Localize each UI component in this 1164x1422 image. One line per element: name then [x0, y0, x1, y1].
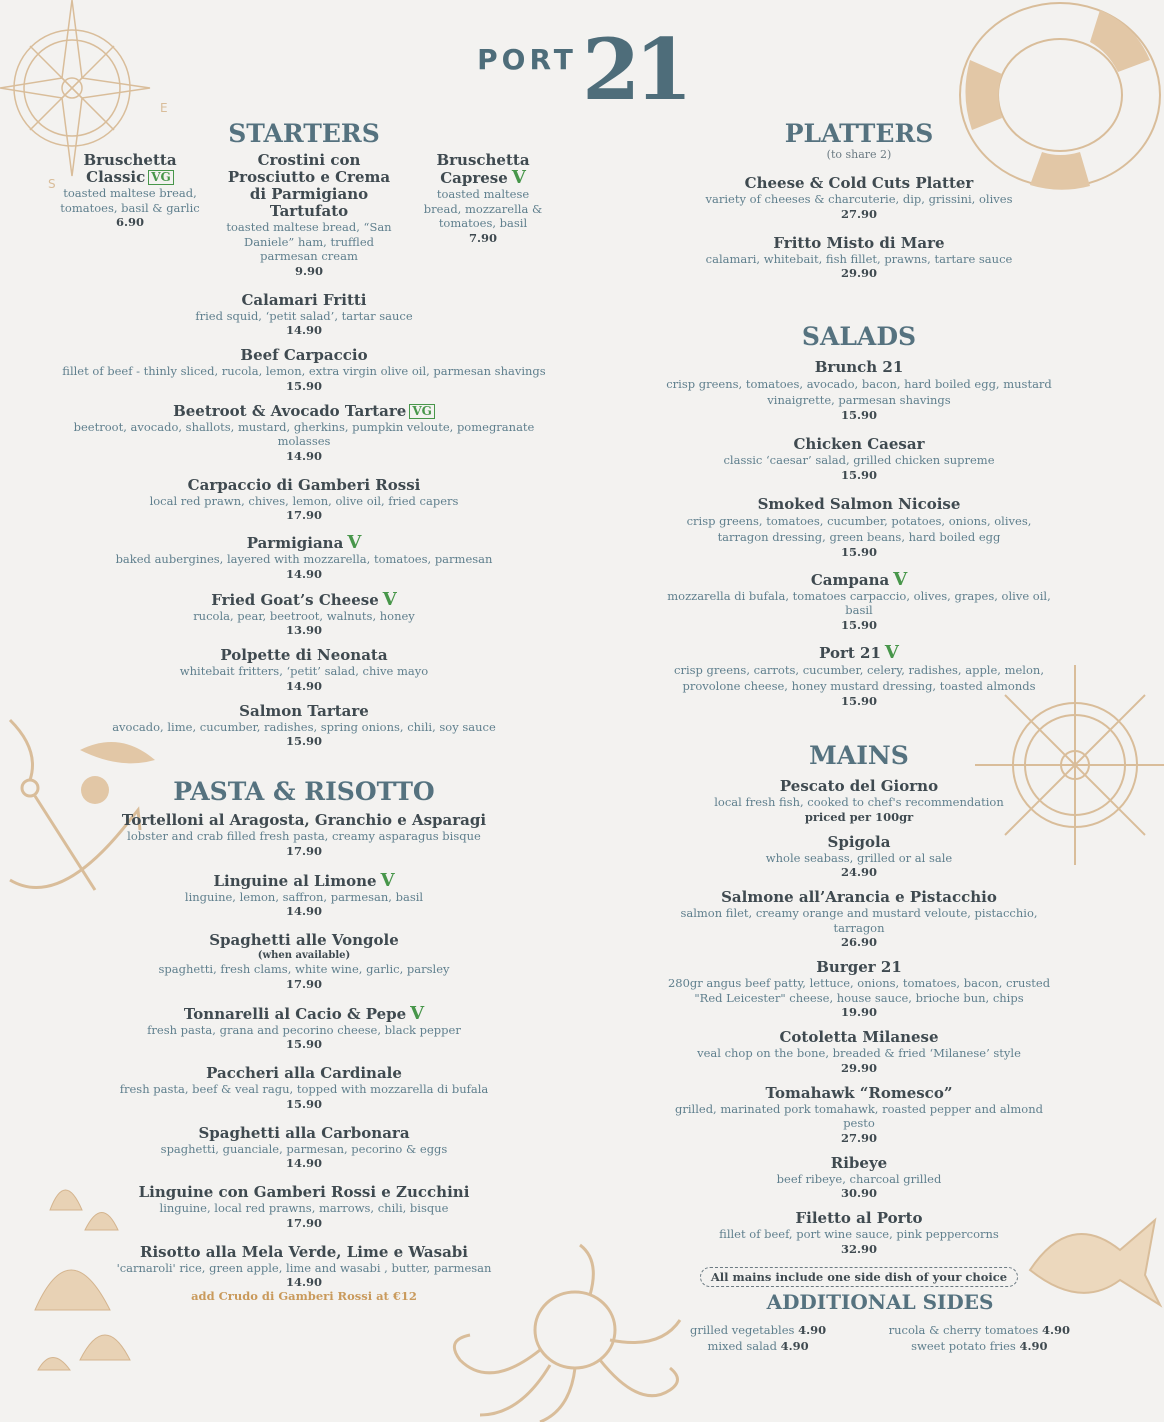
item-price: 14.90 [285, 448, 322, 463]
side-item [690, 1338, 826, 1354]
item-name: Spaghetti alle Vongole [209, 931, 399, 949]
brand-logo [0, 20, 1164, 119]
item-name: Campana [810, 570, 890, 589]
item-price: 14.90 [285, 323, 322, 337]
salads-section [664, 323, 1054, 718]
side-price: 4.90 [1041, 1323, 1070, 1337]
item-price: priced per 100gr [804, 809, 914, 824]
sides-list [690, 1322, 1070, 1354]
item-desc: grilled, marinated pork tomahawk, roasted pepper and almond pesto [675, 1101, 1043, 1130]
item-desc: beetroot, avocado, shallots, mustard, gherkins, pumpkin veloute, pomegranate molasses [73, 419, 535, 448]
menu-item [60, 703, 548, 749]
item-price: 6.90 [115, 215, 144, 229]
starter-trio-item [418, 152, 548, 278]
item-name: Salmon Tartare [239, 701, 369, 720]
item-price: 26.90 [840, 935, 877, 949]
item-desc: fillet of beef, port wine sauce, pink peppercorns [719, 1227, 999, 1241]
item-desc: calamari, whitebait, fish fillet, prawns, tartare sauce [705, 251, 1013, 266]
item-desc: crisp greens, carrots, cucumber, celery, radishes, apple, melon, provolone cheese, honey mustard dressing, toasted almonds [674, 662, 1044, 693]
item-price: 29.90 [840, 1060, 877, 1075]
item-name: Port 21 [819, 643, 881, 662]
item-price: 13.90 [285, 623, 322, 637]
availability-note: (when available) [257, 950, 351, 961]
menu-item [664, 436, 1054, 482]
item-name: Tomahawk “Romesco” [765, 1083, 953, 1102]
item-price: 15.90 [285, 1096, 322, 1111]
item-price: 29.90 [840, 266, 877, 280]
brand-number: 21 [581, 20, 687, 119]
item-desc: fresh pasta, grana and pecorino cheese, black pepper [147, 1022, 461, 1037]
item-desc: fillet of beef - thinly sliced, rucola, lemon, extra virgin olive oil, parmesan shavings [62, 364, 546, 378]
vegetarian-badge: V [511, 167, 526, 188]
item-name: Burger 21 [816, 958, 902, 976]
item-price: 15.90 [840, 693, 877, 708]
item-price: 15.90 [840, 544, 877, 559]
item-price: 15.90 [840, 408, 877, 422]
item-name: Tortelloni al Aragosta, Granchio e Asparagi [121, 811, 487, 829]
item-desc: local fresh fish, cooked to chef's recommendation [714, 795, 1004, 809]
item-desc: toasted maltese bread, “San Daniele” ham, truffled parmesan cream [226, 220, 392, 263]
item-desc: linguine, lemon, saffron, parmesan, basil [184, 889, 424, 904]
side-item [690, 1322, 826, 1338]
item-name: Risotto alla Mela Verde, Lime e Wasabi [140, 1242, 468, 1261]
starters-title: STARTERS [228, 119, 380, 148]
item-desc: fried squid, ‘petit salad’, tartar sauce [195, 308, 413, 323]
pasta-title: PASTA & RISOTTO [173, 777, 435, 806]
menu-item [60, 588, 548, 638]
item-name: Ribeye [830, 1153, 888, 1172]
side-name: grilled vegetables [690, 1323, 795, 1337]
side-name: mixed salad [707, 1339, 777, 1353]
item-desc: crisp greens, tomatoes, cucumber, potatoes, onions, olives, tarragon dressing, green beans, hard boiled egg [686, 513, 1032, 544]
item-name: Crostini con Prosciutto e Crema di Parmigiano Tartufato [227, 151, 391, 220]
side-item [889, 1322, 1070, 1338]
item-desc: spaghetti, fresh clams, white wine, garlic, parsley [158, 962, 450, 976]
item-name: Paccheri alla Cardinale [206, 1064, 402, 1082]
item-price: 17.90 [285, 508, 322, 522]
item-name: Carpaccio di Gamberi Rossi [187, 475, 421, 494]
item-desc: rucola, pear, beetroot, walnuts, honey [193, 608, 415, 623]
starters-section [60, 120, 548, 758]
item-price: 9.90 [294, 263, 323, 278]
vegetarian-badge: V [380, 869, 395, 891]
item-name: Spaghetti alla Carbonara [198, 1123, 410, 1142]
item-name: Beetroot & Avocado Tartare [173, 401, 407, 420]
item-desc: toasted maltese bread, tomatoes, basil & garlic [60, 186, 200, 215]
item-price: 32.90 [840, 1241, 877, 1256]
item-desc: whole seabass, grilled or al sale [765, 850, 953, 865]
item-name: Fritto Misto di Mare [773, 233, 945, 252]
item-name: Cotoletta Milanese [779, 1028, 939, 1046]
item-name: Smoked Salmon Nicoise [757, 494, 961, 513]
item-name: Polpette di Neonata [220, 646, 388, 664]
menu-item [664, 959, 1054, 1019]
side-price: 4.90 [798, 1323, 827, 1337]
item-name: Tonnarelli al Cacio & Pepe [183, 1004, 407, 1023]
item-desc: veal chop on the bone, breaded & fried ‘Milanese’ style [697, 1046, 1021, 1060]
item-name: Linguine al Limone [213, 871, 377, 890]
menu-item [664, 359, 1054, 422]
side-price: 4.90 [1019, 1339, 1048, 1353]
platters-subtitle: (to share 2) [826, 148, 892, 161]
item-desc: whitebait fritters, ‘petit’ salad, chive mayo [179, 664, 429, 678]
starters-trio [60, 152, 548, 278]
vegetarian-badge: V [884, 641, 899, 663]
item-name: Salmone all’Arancia e Pistacchio [721, 888, 997, 906]
menu-item [60, 403, 548, 463]
item-name: Brunch 21 [814, 358, 904, 376]
menu-item [60, 292, 548, 338]
starter-trio-item [60, 152, 200, 278]
item-name: Filetto al Porto [795, 1209, 923, 1227]
menu-item [60, 1244, 548, 1304]
item-name: Parmigiana [246, 534, 344, 552]
menu-item [60, 534, 548, 581]
item-price: 17.90 [285, 1215, 322, 1230]
sides-title: ADDITIONAL SIDES [766, 1290, 994, 1314]
item-price: 17.90 [285, 976, 322, 991]
menu-item [664, 834, 1054, 880]
item-desc: 'carnaroli' rice, green apple, lime and wasabi , butter, parmesan [116, 1260, 492, 1275]
salads-title: SALADS [801, 322, 917, 351]
item-price: 27.90 [840, 206, 877, 221]
starter-trio-item [219, 152, 399, 278]
item-price: 7.90 [468, 230, 497, 245]
menu-item [60, 1065, 548, 1111]
menu-item [664, 1210, 1054, 1256]
item-name: Cheese & Cold Cuts Platter [744, 174, 974, 192]
addon-offer: add Crudo di Gamberi Rossi at €12 [191, 1289, 417, 1303]
item-price: 27.90 [840, 1130, 877, 1145]
item-price: 15.90 [285, 378, 322, 393]
item-desc: local red prawn, chives, lemon, olive oil, fried capers [149, 493, 459, 508]
item-name: Bruschetta Classic [83, 151, 177, 186]
menu-item [60, 1184, 548, 1230]
item-price: 14.90 [285, 1275, 322, 1289]
item-price: 14.90 [285, 1156, 322, 1170]
sides-section [690, 1288, 1070, 1354]
item-name: Spigola [827, 832, 891, 851]
compass-letter-s: S [48, 177, 56, 191]
menu-item [60, 1002, 548, 1052]
item-price: 14.90 [285, 566, 322, 581]
item-desc: variety of cheeses & charcuterie, dip, grissini, olives [705, 192, 1013, 206]
item-desc: salmon filet, creamy orange and mustard veloute, pistacchio, tarragon [680, 906, 1038, 935]
item-price: 17.90 [285, 843, 322, 858]
item-price: 15.90 [285, 734, 322, 748]
item-name: Calamari Fritti [241, 290, 367, 309]
item-price: 15.90 [840, 467, 877, 482]
item-price: 24.90 [840, 865, 877, 879]
brand-word: PORT [477, 43, 577, 76]
menu-item [664, 1029, 1054, 1075]
item-desc: toasted maltese bread, mozzarella & tomatoes, basil [423, 187, 543, 230]
menu-item [664, 889, 1054, 949]
menu-item [60, 812, 548, 858]
item-price: 14.90 [285, 904, 322, 918]
menu-item [60, 932, 548, 991]
item-desc: avocado, lime, cucumber, radishes, spring onions, chili, soy sauce [112, 719, 496, 734]
item-name: Linguine con Gamberi Rossi e Zucchini [138, 1183, 470, 1201]
menu-item [60, 1125, 548, 1171]
menu-item [60, 477, 548, 523]
vegetarian-badge: V [893, 568, 908, 590]
platters-title: PLATTERS [784, 119, 934, 148]
platters-section [664, 120, 1054, 290]
item-desc: linguine, local red prawns, marrows, chili, bisque [159, 1201, 449, 1215]
item-desc: mozzarella di bufala, tomatoes carpaccio, olives, grapes, olive oil, basil [667, 588, 1051, 617]
side-name: rucola & cherry tomatoes [888, 1323, 1039, 1337]
item-name: Bruschetta Caprese [436, 151, 530, 187]
mains-section [664, 742, 1054, 1287]
item-price: 30.90 [840, 1186, 877, 1200]
menu-item [664, 1085, 1054, 1145]
menu-item [664, 1155, 1054, 1201]
menu-item [60, 869, 548, 919]
menu-item [664, 641, 1054, 708]
vegetarian-badge: V [410, 1002, 425, 1024]
item-desc: spaghetti, guanciale, parmesan, pecorino & eggs [160, 1141, 448, 1156]
item-desc: fresh pasta, beef & veal ragu, topped with mozzarella di bufala [119, 1082, 489, 1096]
item-price: 19.90 [840, 1005, 877, 1019]
item-desc: lobster and crab filled fresh pasta, creamy asparagus bisque [127, 829, 481, 843]
item-name: Beef Carpaccio [240, 346, 368, 364]
item-price: 15.90 [285, 1037, 322, 1051]
mains-title: MAINS [809, 741, 909, 770]
menu-item [664, 778, 1054, 824]
item-desc: 280gr angus beef patty, lettuce, onions, tomatoes, bacon, crusted "Red Leicester" cheese, house sauce, brioche bun, chips [667, 976, 1051, 1005]
side-name: sweet potato fries [911, 1339, 1016, 1353]
side-price: 4.90 [780, 1339, 809, 1353]
menu-item [60, 647, 548, 693]
menu-item [664, 175, 1054, 221]
item-desc: beef ribeye, charcoal grilled [776, 1171, 942, 1186]
vegetarian-badge: V [382, 588, 397, 610]
item-name: Pescato del Giorno [779, 777, 939, 795]
item-price: 15.90 [840, 617, 877, 632]
mains-side-note: All mains include one side dish of your choice [700, 1267, 1018, 1287]
menu-item [60, 347, 548, 393]
item-desc: classic ‘caesar’ salad, grilled chicken supreme [723, 453, 995, 467]
item-desc: baked aubergines, layered with mozzarella, tomatoes, parmesan [115, 552, 493, 566]
item-price: 14.90 [285, 678, 322, 693]
compass-letter-e: E [160, 101, 168, 115]
pasta-section [60, 778, 548, 1313]
menu-item [664, 496, 1054, 559]
side-item [889, 1338, 1070, 1354]
item-name: Fried Goat’s Cheese [211, 590, 379, 609]
menu-item [664, 568, 1054, 632]
menu-item [664, 235, 1054, 281]
vegan-badge: VG [409, 404, 435, 419]
vegetarian-badge: V [347, 532, 362, 553]
item-desc: crisp greens, tomatoes, avocado, bacon, hard boiled egg, mustard vinaigrette, parmesan shavings [666, 377, 1052, 407]
item-name: Chicken Caesar [793, 435, 925, 453]
vegan-badge: VG [148, 170, 174, 185]
